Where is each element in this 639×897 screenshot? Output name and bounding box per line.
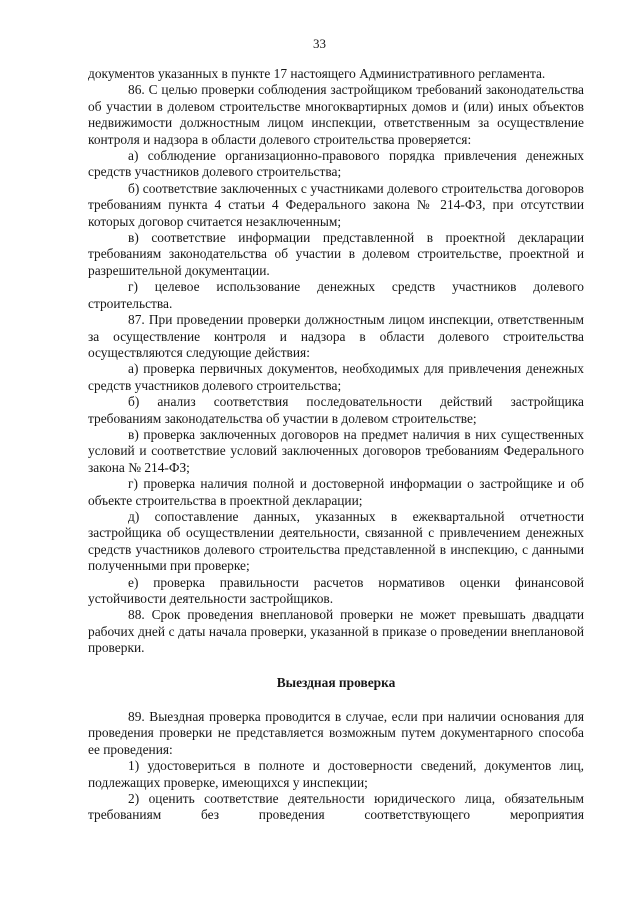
paragraph: а) соблюдение организационно-правового порядка привлечения денежных средств участников долевого строительства;	[88, 148, 584, 180]
document-body	[88, 66, 584, 824]
paragraph: 89. Выездная проверка проводится в случае, если при наличии основания для проведения проверки не представляется возможным путем документарного способа ее проведения:	[88, 709, 584, 757]
section-heading: Выездная проверка	[276, 674, 396, 690]
paragraph: 86. С целью проверки соблюдения застройщиком требований законодательства об участии в долевом строительстве многоквартирных домов и (или) иных объектов недвижимости должностным лицом инспекции, ответственным за осуществление контроля и надзора в области долевого строительства проверяется:	[88, 82, 584, 147]
paragraph: г) проверка наличия полной и достоверной информации о застройщике и об объекте строительства в проектной декларации;	[88, 476, 584, 508]
paragraph: в) соответствие информации представленной в проектной декларации требованиям законодательства об участии в долевом строительстве, проектной и разрешительной документации.	[88, 230, 584, 278]
paragraph: б) соответствие заключенных с участниками долевого строительства договоров требованиям пункта 4 статьи 4 Федерального закона № 214-ФЗ, при отсутствии которых договор считается незаключенным;	[88, 180, 584, 229]
paragraph: 2) оценить соответствие деятельности юридического лица, обязательным требованиям без проведения соответствующего мероприятия	[88, 791, 584, 823]
paragraphs-before-heading	[88, 66, 584, 657]
paragraph: г) целевое использование денежных средств участников долевого строительства.	[88, 279, 584, 311]
paragraph: 1) удостовериться в полноте и достоверности сведений, документов лиц, подлежащих проверке, имеющихся у инспекции;	[88, 758, 584, 790]
paragraph: б) анализ соответствия последовательности действий застройщика требованиям законодательства об участии в долевом строительстве;	[88, 394, 584, 426]
paragraph: 88. Срок проведения внеплановой проверки не может превышать двадцати рабочих дней с даты начала проверки, указанной в приказе о проведении внеплановой проверки.	[88, 607, 584, 656]
paragraph: е) проверка правильности расчетов нормативов оценки финансовой устойчивости деятельности застройщиков.	[88, 574, 584, 606]
paragraphs-after-heading	[88, 709, 584, 824]
paragraph: 87. При проведении проверки должностным лицом инспекции, ответственным за осуществление контроля и надзора в области долевого строительства осуществляются следующие действия:	[88, 312, 584, 360]
paragraph: д) сопоставление данных, указанных в ежеквартальной отчетности застройщика об осуществлении деятельности, связанной с привлечением денежных средств участников долевого строительства представленной в инспекцию, с данными полученными при проверке;	[88, 508, 584, 574]
paragraph: а) проверка первичных документов, необходимых для привлечения денежных средств участников долевого строительства;	[88, 361, 584, 393]
paragraph: в) проверка заключенных договоров на предмет наличия в них существенных условий и соответствие условий заключенных договоров требованиям Федерального закона № 214-ФЗ;	[88, 426, 584, 475]
page-number: 33	[313, 36, 326, 51]
paragraph: документов указанных в пункте 17 настоящего Административного регламента.	[88, 66, 546, 81]
